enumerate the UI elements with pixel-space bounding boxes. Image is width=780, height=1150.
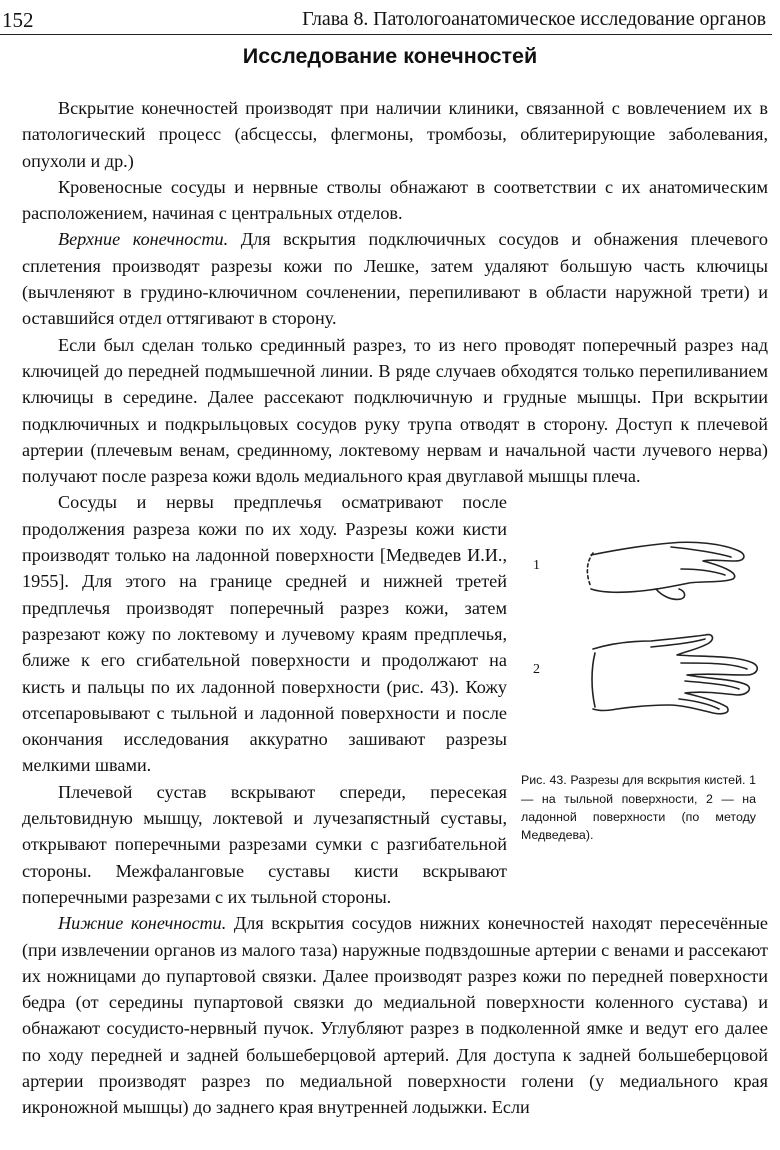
hand-palmar-outline xyxy=(593,635,757,714)
page-number: 152 xyxy=(2,8,34,32)
paragraph: Кровеносные сосуды и нервные стволы обнажают в соответствии с их анатомическим расположением, начиная с центральных отделов. xyxy=(22,176,768,224)
chapter-title: Глава 8. Патологоанатомическое исследование органов xyxy=(302,8,766,30)
figure-illustration xyxy=(521,539,771,769)
page-header xyxy=(0,4,772,35)
paragraph-text: Для вскрытия сосудов нижних конечностей находят пересечённые (при извлечении органов из малого таза) наружные подвздошные артерии с венами и рассекают их ножницами до пупартовой связки. Далее производят разрез кожи по передней поверхности бедра (от середины пупартовой связки до медиальной поверхности коленного сустава) и обнажают сосудисто-нервный пучок. Углубляют разрез в подколенной ямке и ведут его далее по ходу передней и задней большеберцовой артерий. Для доступа к задней большеберцовой артерии производят разрез по медиальной поверхности голени (у медиального края икроножной мышцы) до заднего края внутренней лодыжки. Если xyxy=(22,913,768,1118)
hand-incisions-drawing xyxy=(521,539,771,769)
paragraph: Если был сделан только срединный разрез, то из него проводят поперечный разрез над ключицей до передней подмышечной линии. В ряде случаев обходятся только перепиливанием ключицы в середине. Далее рассекают подключичную и грудные мышцы. При вскрытии подключичных и подкрыльцовых сосудов руку трупа отводят в сторону. Доступ к плечевой артерии (плечевым венам, срединному, локтевому нервам и начальной части лучевого нерва) получают после разреза кожи вдоль медиального края двуглавой мышцы плеча. xyxy=(22,334,768,487)
paragraph-text: Для вскрытия подключичных сосудов и обнажения плечевого сплетения производят разрезы кожи по Лешке, затем удаляют большую часть ключицы (вычленяют в грудино-ключичном сочленении, перепиливают в области наружной трети) и оставшийся отдел оттягивают в сторону. xyxy=(22,229,768,329)
dorsal-thumb xyxy=(656,589,685,599)
paragraph: Вскрытие конечностей производят при наличии клиники, связанной с вовлечением их в патологический процесс (абсцессы, флегмоны, тромбозы, облитерирующие заболевания, опухоли и др.) xyxy=(22,98,768,171)
subsection-heading-upper: Верхние конечности. xyxy=(58,229,229,250)
paragraph: Сосуды и нервы предплечья осматривают после продолжения разреза кожи по их ходу. Разрезы кожи кисти производят только на ладонной поверхности [Медведев И.И., 1955]. Для этого на границе средней и нижней третей предплечья производят поперечный разрез кожи, затем разрезают кожу по локтевому и лучевому краям предплечья, ближе к его сгибательной поверхности и продолжают на кисть и пальцы по их ладонной поверхности (рис. 43). Кожу отсепаровывают с тыльной и ладонной поверхности и после окончания исследования аккуратно зашивают разрезы мелкими швами. xyxy=(22,492,507,776)
figure-43 xyxy=(521,489,768,909)
dorsal-incision xyxy=(587,553,593,587)
figure-label-2: 2 xyxy=(533,662,540,678)
figure-wrap-block xyxy=(22,489,768,910)
hand-dorsal-outline xyxy=(591,543,744,593)
figure-caption xyxy=(521,771,756,844)
paragraph: Плечевой сустав вскрывают спереди, пересекая дельтовидную мышцу, локтевой и лучезапястный суставы, открывают поперечными разрезами сумки с разгибательной стороны. Межфаланговые суставы кисти вскрывают поперечными разрезами с их тыльной стороны. xyxy=(22,781,507,907)
section-title: Исследование конечностей xyxy=(242,44,538,68)
paragraph xyxy=(22,910,768,1120)
figure-caption-text: Рис. 43. Разрезы для вскрытия кистей. 1 — на тыльной поверхности, 2 — на ладонной поверхности (по методу Медведева). xyxy=(521,773,756,843)
palm-incision-line xyxy=(592,653,595,707)
text-column xyxy=(22,489,507,910)
subsection-heading-lower: Нижние конечности. xyxy=(58,913,227,934)
body-text xyxy=(22,95,768,1121)
figure-label-1: 1 xyxy=(533,558,540,574)
paragraph xyxy=(22,226,768,331)
